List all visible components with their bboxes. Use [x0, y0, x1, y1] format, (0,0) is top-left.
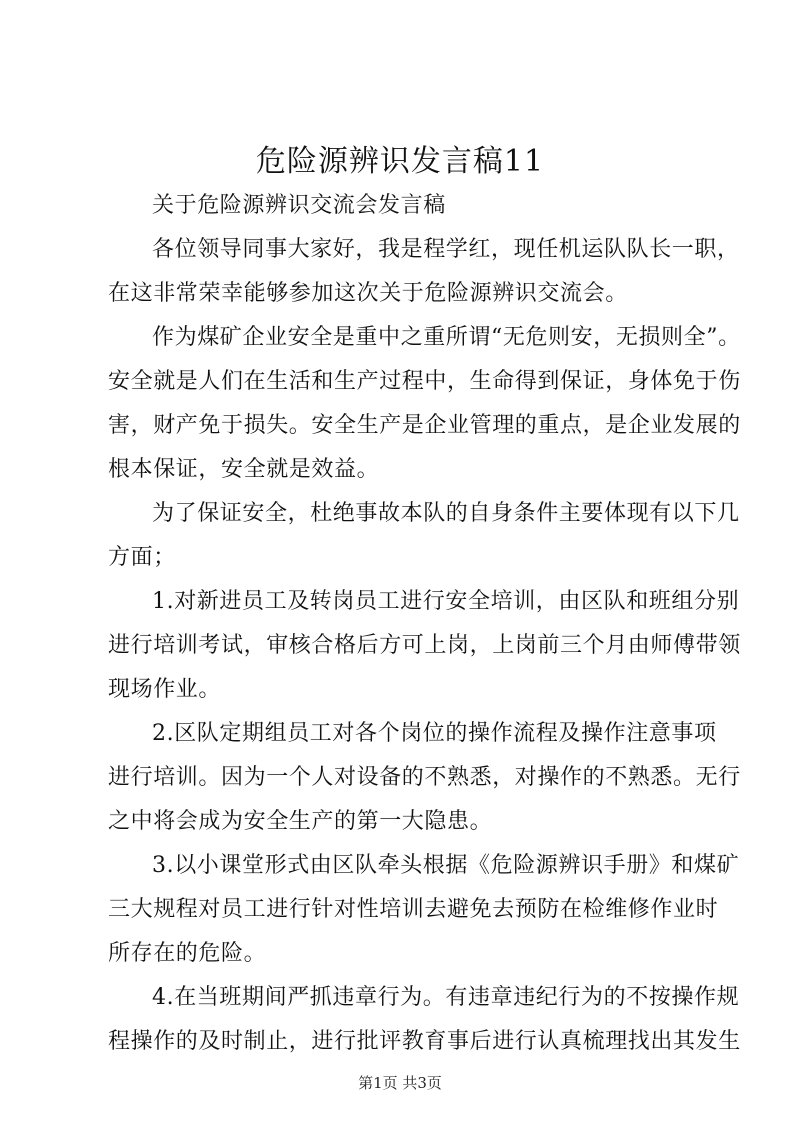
text-line: 进行培训考试，审核合格后方可上岗，上岗前三个月由师傅带领 [108, 633, 741, 658]
text-line: 4.在当班期间严抓违章行为。有违章违纪行为的不按操作规 [152, 985, 740, 1010]
text-line: 之中将会成为安全生产的第一大隐患。 [108, 809, 493, 834]
text-line: 方面； [108, 545, 176, 570]
text-line: 为了保证安全，杜绝事故本队的自身条件主要体现有以下几 [152, 501, 740, 526]
paragraph-2 [108, 228, 740, 316]
document-body [108, 184, 741, 1064]
text-line: 各位领导同事大家好，我是程学红，现任机运队队长一职， [152, 237, 740, 262]
text-line: 在这非常荣幸能够参加这次关于危险源辨识交流会。 [108, 281, 628, 306]
text-line: 进行培训。因为一个人对设备的不熟悉，对操作的不熟悉。无行 [108, 765, 741, 790]
paragraph-3 [108, 316, 741, 492]
page-footer: 第1页 共3页 [358, 1074, 442, 1092]
paragraph-6 [108, 712, 741, 844]
paragraph-7 [108, 844, 740, 976]
text-line: 程操作的及时制止，进行批评教育事后进行认真梳理找出其发生 [108, 1029, 741, 1054]
text-line: 根本保证，安全就是效益。 [108, 457, 380, 482]
text-line: 现场作业。 [108, 677, 222, 702]
text-line: 作为煤矿企业安全是重中之重所谓“无危则安，无损则全”。 [152, 325, 741, 350]
text-line: 1.对新进员工及转岗员工进行安全培训，由区队和班组分别 [152, 589, 740, 614]
text-line: 害，财产免于损失。安全生产是企业管理的重点，是企业发展的 [108, 413, 741, 438]
document-title: 危险源辨识发言稿11 [255, 144, 545, 179]
text-line: 所存在的危险。 [108, 941, 267, 966]
text-line: 3.以小课堂形式由区队牵头根据《危险源辨识手册》和煤矿 [152, 853, 740, 878]
paragraph-1 [108, 184, 720, 228]
text-line: 三大规程对员工进行针对性培训去避免去预防在检维修作业时 [108, 897, 719, 922]
text-line: 2.区队定期组员工对各个岗位的操作流程及操作注意事项 [152, 721, 717, 746]
paragraph-8 [108, 976, 741, 1064]
paragraph-5 [108, 580, 741, 712]
text-line: 关于危险源辨识交流会发言稿 [152, 193, 446, 218]
text-line: 安全就是人们在生活和生产过程中，生命得到保证，身体免于伤 [108, 369, 741, 394]
paragraph-4 [108, 492, 740, 580]
